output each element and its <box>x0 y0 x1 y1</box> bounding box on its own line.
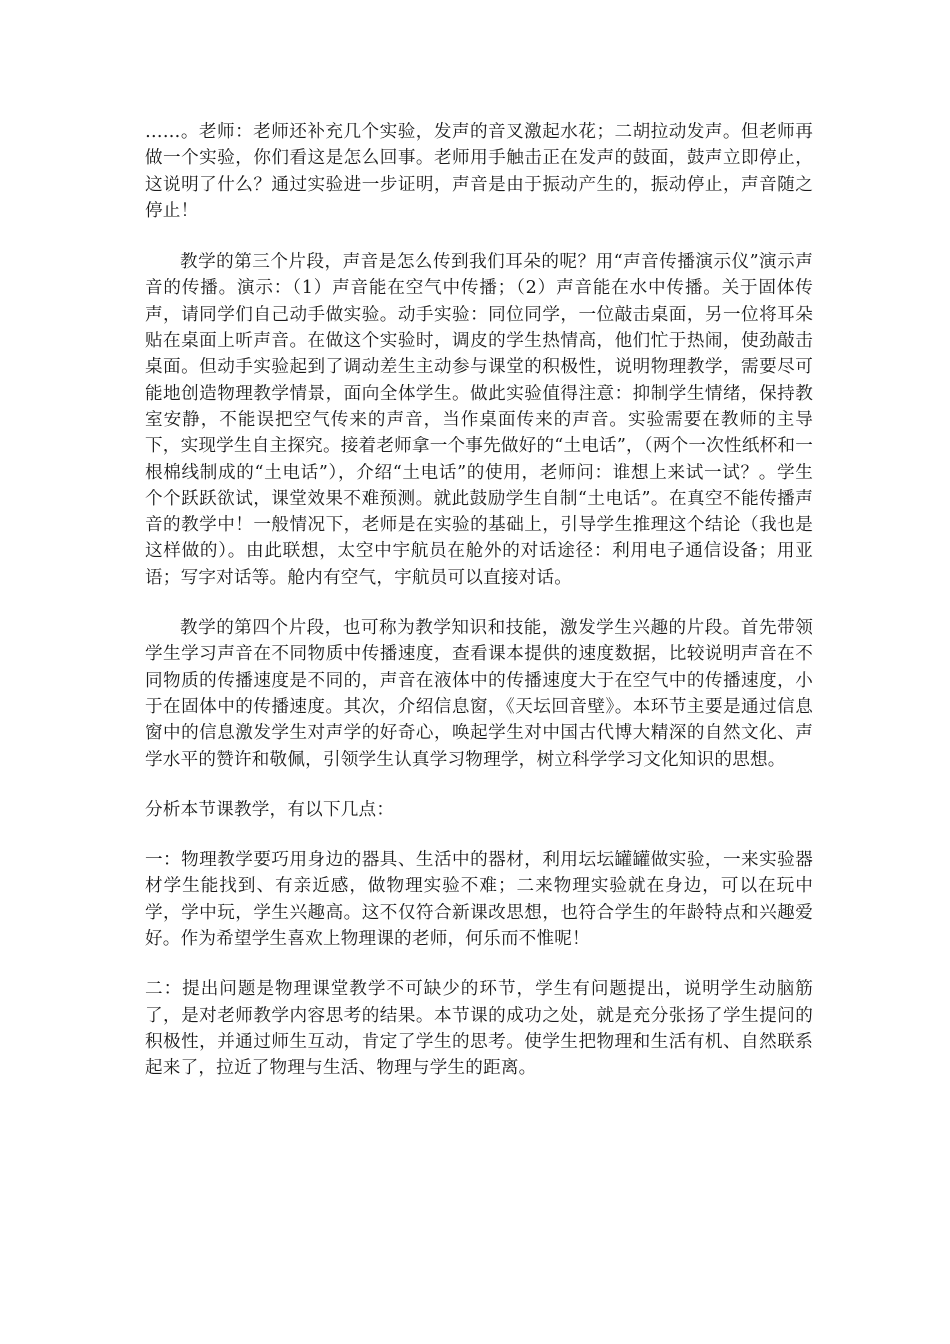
paragraph-4: 分析本节课教学，有以下几点： <box>145 799 395 820</box>
paragraph-3: 教学的第四个片段，也可称为教学知识和技能，激发学生兴趣的片段。首先带领学生学习声音在不同物质中传播速度，查看课本提供的速度数据，比较说明声音在不同物质的传播速度是不同的，声音在液体中的传播速度大于在空气中的传播速度，小于在固体中的传播速度。其次，介绍信息窗，《天坛回音壁》。本环节主要是通过信息窗中的信息激发学生对声学的好奇心，唤起学生对中国古代博大精深的自然文化、声学水平的赞许和敬佩，引领学生认真学习物理学，树立科学学习文化知识的思想。 <box>145 618 813 770</box>
paragraph-1: ……。老师：老师还补充几个实验，发声的音叉激起水花；二胡拉动发声。但老师再做一个实验，你们看这是怎么回事。老师用手触击正在发声的鼓面，鼓声立即停止，这说明了什么？通过实验进一步证明，声音是由于振动产生的，振动停止，声音随之停止！ <box>145 122 813 221</box>
document-body <box>145 119 813 1082</box>
paragraph-6: 二：提出问题是物理课堂教学不可缺少的环节，学生有问题提出，说明学生动脑筋了，是对老师教学内容思考的结果。本节课的成功之处，就是充分张扬了学生提问的积极性，并通过师生互动，肯定了学生的思考。使学生把物理和生活有机、自然联系起来了，拉近了物理与生活、物理与学生的距离。 <box>145 979 813 1079</box>
paragraph-2: 教学的第三个片段，声音是怎么传到我们耳朵的呢？用“声音传播演示仪”演示声音的传播。演示：（1）声音能在空气中传播；（2）声音能在水中传播。关于固体传声，请同学们自己动手做实验。动手实验：同位同学，一位敲击桌面，另一位将耳朵贴在桌面上听声音。在做这个实验时，调皮的学生热情高，他们忙于热闹，使劲敲击桌面。但动手实验起到了调动差生主动参与课堂的积极性，说明物理教学，需要尽可能地创造物理教学情景，面向全体学生。做此实验值得注意：抑制学生情绪，保持教室安静，不能误把空气传来的声音，当作桌面传来的声音。实验需要在教师的主导下，实现学生自主探究。接着老师拿一个事先做好的“土电话”，（两个一次性纸杯和一根棉线制成的“土电话”），介绍“土电话”的使用，老师问：谁想上来试一试？。学生个个跃跃欲试，课堂效果不难预测。就此鼓励学生自制“土电话”。在真空不能传播声音的教学中！一般情况下，老师是在实验的基础上，引导学生推理这个结论（我也是这样做的）。由此联想，太空中宇航员在舱外的对话途径：利用电子通信设备；用亚语；写字对话等。舱内有空气，宇航员可以直接对话。 <box>145 252 813 588</box>
paragraph-5: 一：物理教学要巧用身边的器具、生活中的器材，利用坛坛罐罐做实验，一来实验器材学生能找到、有亲近感，做物理实验不难；二来物理实验就在身边，可以在玩中学，学中玩，学生兴趣高。这不仅符合新课改思想，也符合学生的年龄特点和兴趣爱好。作为希望学生喜欢上物理课的老师，何乐而不惟呢！ <box>145 850 813 950</box>
